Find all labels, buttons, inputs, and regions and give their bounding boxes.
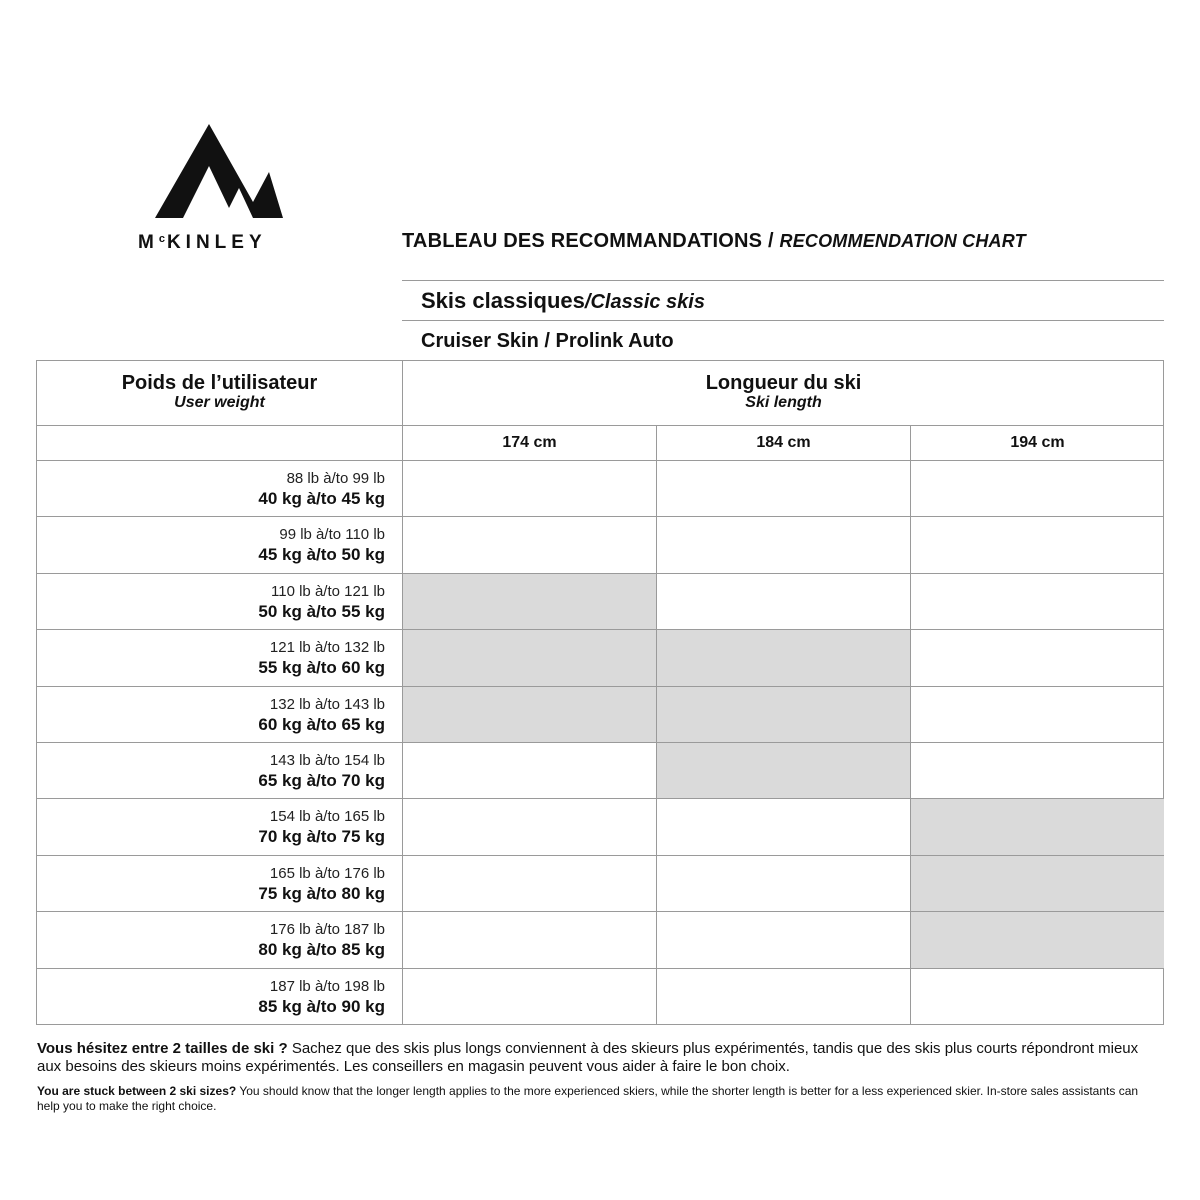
recommended-cell: [403, 574, 657, 630]
weight-lb: 121 lb à/to 132 lb: [269, 639, 385, 657]
weight-lb: 132 lb à/to 143 lb: [269, 695, 385, 713]
empty-cell: [911, 969, 1164, 1024]
weight-range: [37, 461, 403, 517]
model-header: [402, 280, 1164, 361]
recommended-cell: [657, 687, 911, 743]
note-french: Vous hésitez entre 2 tailles de ski ? Sachez que des skis plus longs conviennent à des skieurs plus expérimentés, tandis que des skis plus courts répondront mieux aux besoins des skieurs moins expérimentés. Les conseillers en magasin peuvent vous aider à faire le bon choix.: [37, 1040, 1139, 1075]
length-header: Longueur du ski Ski length: [403, 361, 1164, 426]
weight-subheader-blank: [37, 426, 403, 461]
recommendation-table: [36, 360, 1164, 1025]
weight-range: [37, 630, 403, 686]
weight-lb: 143 lb à/to 154 lb: [269, 752, 385, 769]
empty-cell: [403, 799, 657, 855]
weight-kg: 55 kg à/to 60 kg: [258, 658, 385, 678]
recommended-cell: [657, 743, 911, 799]
recommended-cell: [657, 630, 911, 686]
chart-title-fr: TABLEAU DES RECOMMANDATIONS: [402, 230, 763, 252]
empty-cell: [657, 912, 911, 968]
weight-kg: 45 kg à/to 50 kg: [258, 545, 385, 565]
empty-cell: [911, 743, 1164, 799]
recommended-cell: [911, 799, 1164, 855]
weight-lb: 154 lb à/to 165 lb: [269, 808, 385, 826]
brand-logo: [135, 122, 305, 262]
weight-lb: 110 lb à/to 121 lb: [271, 582, 385, 600]
weight-range: [37, 517, 403, 573]
empty-cell: [657, 517, 911, 573]
recommended-cell: [403, 687, 657, 743]
empty-cell: [403, 461, 657, 517]
weight-range: [37, 574, 403, 630]
recommended-cell: [911, 912, 1164, 968]
empty-cell: [911, 461, 1164, 517]
empty-cell: [657, 856, 911, 912]
empty-cell: [911, 574, 1164, 630]
weight-lb: 165 lb à/to 176 lb: [269, 864, 385, 882]
note-english: You are stuck between 2 ski sizes? You should know that the longer length applies to the more experienced skiers, while the shorter length is better for a less experienced skier. In-store sales assistants can help you to make the right choice.: [37, 1084, 1139, 1113]
empty-cell: [657, 799, 911, 855]
chart-title: TABLEAU DES RECOMMANDATIONS / RECOMMENDATION CHART: [402, 230, 1026, 252]
recommended-cell: [403, 630, 657, 686]
empty-cell: [911, 687, 1164, 743]
weight-kg: 60 kg à/to 65 kg: [258, 714, 385, 734]
ski-models: Cruiser Skin / Prolink Auto: [402, 321, 1164, 361]
ski-category: Skis classiques/Classic skis: [402, 281, 1164, 321]
weight-kg: 65 kg à/to 70 kg: [258, 771, 385, 790]
weight-kg: 50 kg à/to 55 kg: [258, 601, 385, 621]
recommended-cell: [911, 856, 1164, 912]
size-header: 184 cm: [657, 426, 911, 461]
weight-kg: 80 kg à/to 85 kg: [258, 940, 385, 960]
weight-range: [37, 969, 403, 1024]
weight-range: [37, 743, 403, 799]
empty-cell: [657, 574, 911, 630]
weight-lb: 187 lb à/to 198 lb: [269, 977, 385, 995]
mountain-logo-icon: [155, 122, 283, 222]
weight-kg: 40 kg à/to 45 kg: [258, 489, 385, 508]
size-header: 174 cm: [403, 426, 657, 461]
weight-lb: 99 lb à/to 110 lb: [279, 526, 385, 544]
empty-cell: [911, 630, 1164, 686]
size-header: 194 cm: [911, 426, 1164, 461]
weight-kg: 85 kg à/to 90 kg: [258, 996, 385, 1016]
chart-title-en: RECOMMENDATION CHART: [779, 231, 1026, 251]
weight-range: [37, 799, 403, 855]
empty-cell: [403, 743, 657, 799]
weight-header: Poids de l’utilisateur User weight: [37, 361, 403, 426]
weight-range: [37, 687, 403, 743]
empty-cell: [403, 856, 657, 912]
weight-lb: 88 lb à/to 99 lb: [286, 470, 385, 487]
weight-range: [37, 912, 403, 968]
weight-kg: 75 kg à/to 80 kg: [258, 883, 385, 903]
weight-lb: 176 lb à/to 187 lb: [269, 921, 385, 939]
weight-range: [37, 856, 403, 912]
empty-cell: [657, 461, 911, 517]
brand-name: $M^c$ KINLEY: [138, 232, 267, 253]
empty-cell: [403, 912, 657, 968]
empty-cell: [403, 969, 657, 1024]
empty-cell: [657, 969, 911, 1024]
weight-kg: 70 kg à/to 75 kg: [258, 827, 385, 847]
empty-cell: [911, 517, 1164, 573]
empty-cell: [403, 517, 657, 573]
